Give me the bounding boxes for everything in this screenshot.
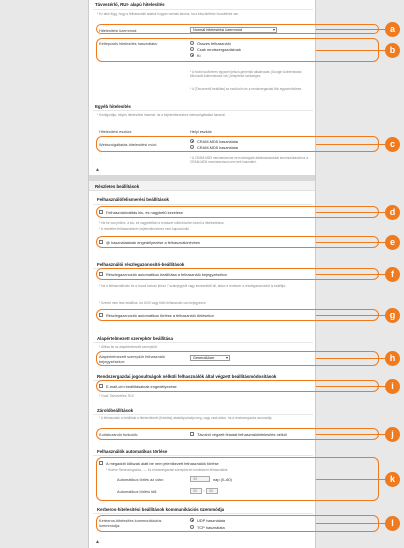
- marker-c: c: [385, 137, 400, 152]
- auth-method-label: Hitelesítési üzemmód:: [99, 28, 138, 33]
- auth-device-label: Hitelesítési eszköz:: [99, 129, 133, 134]
- ws-auth-label: Webszolgáltatás-hitelesítési mód:: [99, 142, 157, 147]
- twofactor-note2: * A [Távvezérlő beállítás] az eszközön és a rendszergazdai fiók egyszerűsítése.: [190, 87, 303, 91]
- marker-k: k: [385, 472, 400, 487]
- section-title-lock-settings: Zárolóbeállítások: [97, 408, 134, 413]
- section-title-kerberos: Kerberos-hitelesítési beállítások kommunikációs üzemmódja: [97, 507, 225, 512]
- auto-delete-days-label: Automatikus törlés az után:: [117, 477, 164, 482]
- option-off-label: Ki: [197, 53, 201, 58]
- marker-f: f: [385, 267, 400, 282]
- ws-option-1-label: CRAM-MD5 használata: [197, 139, 238, 144]
- section-title-remote-auth: Távvezérlő, RUI- alapú hitelesítés: [95, 2, 165, 7]
- section-title-other-auth: Egyéb hitelesítés: [95, 104, 131, 109]
- lock-settings-note: * A felhasználó a beállítást a hitelesítésnél (feloldás) akadályozhatja meg, vagy csak akkor, ha a rendszergazda azonosítja.: [99, 416, 273, 420]
- twofactor-label: Kétlépcsős hitelesítés használata:: [99, 41, 158, 46]
- scroll-up-arrow-icon-bottom[interactable]: ▲: [95, 539, 100, 545]
- marker-a: a: [385, 22, 400, 37]
- section-title-auto-delete: Felhasználók automatikus törlése: [97, 449, 168, 454]
- auth-device-value: Helyi eszköz: [190, 129, 212, 134]
- default-role-label: Alapértelmezett szerepkör felhasználó bejegyzésekor:: [99, 354, 165, 364]
- auto-delete-minute-input[interactable]: 00: [206, 488, 218, 494]
- scroll-up-arrow-icon[interactable]: ▲: [95, 167, 100, 173]
- option-all-label: Összes felhasználó: [197, 41, 231, 46]
- auto-delete-hour-input[interactable]: 00: [190, 488, 202, 494]
- ws-option-2-label: CRAM-MD5 használata: [197, 145, 238, 150]
- twofactor-note: * A mobil szoftveres egyszeri jelszó-generáló alkalmazás (Google Authenticator, Microsoft Authenticator stb.) telepítése szükséges.: [190, 70, 303, 78]
- kerberos-tcp-label: TCP használata: [197, 525, 225, 530]
- restricted-functions-label: Korlátozandó funkciók:: [99, 432, 139, 437]
- auto-delete-days-input[interactable]: 30: [190, 476, 210, 482]
- default-role-select[interactable]: GeneralUser ▾: [190, 355, 230, 361]
- auto-delete-users-note: * Kivéve Rendszergazda, ---- és rendszergazdai szerepkörrel rendelkező felhasználók.: [106, 468, 229, 472]
- auth-method-select[interactable]: Normál hitelesítési üzemmód ▾: [190, 27, 277, 33]
- section-title-user-recognition: Felhasználófelismerési beállítások: [97, 197, 169, 202]
- auto-delete-days-unit: nap (0–60): [213, 477, 232, 482]
- remote-job-label: Távolról végzett feladat felhasználóhitelesítés nélkül: [197, 432, 287, 437]
- option-admins-label: Csak rendszergazdáknak: [197, 47, 241, 52]
- auto-dept-id-label: Részlegazonosító automatikus beállítása a felhasználó bejegyzésekor: [106, 272, 227, 277]
- marker-i: i: [385, 379, 400, 394]
- section-title-non-admin-changes: Rendszergazdai jogosultságok nélküli felhasználók által végzett beállításmódosítások: [97, 374, 277, 379]
- section-note: * Ez attól függ, hogy a felhasználói adatok hogyan vannak tárolva, ha a készülékhez hozzáférés van: [97, 12, 239, 16]
- section-title-dept-id: Felhasználói részlegazonosító-beállítások: [97, 262, 185, 267]
- auto-dept-id-note2: * Szerint nem lesz beállítva, ha 1000 vagy több felhasználó van bejegyezve.: [99, 301, 207, 305]
- auto-delete-time-label: Automatikus törlési idő:: [117, 489, 158, 494]
- marker-j: j: [385, 427, 400, 442]
- ws-note: * A CRAM-MD5 mechanizmust nem támogató alkalmazásokkal kommunikációhoz a CRAM-MD5 mechanizmust nem kell használni.: [190, 156, 308, 164]
- auto-delete-users-label: A megadott időszak alatt be nem jelentkezett felhasználók törlése: [106, 461, 219, 466]
- allow-email-note: * Csak Távvezérlés, RUI: [99, 394, 134, 398]
- auto-delete-dept-id-label: Részlegazonosító automatikus törlése a felhasználó törlésekor: [106, 313, 214, 318]
- marker-e: e: [385, 235, 400, 250]
- settings-panel: Távvezérlő, RUI- alapú hitelesítés * Ez attól függ, hogy a felhasználói adatok hogyan vannak tárolva, ha a készülékhez hozzáférés van Hitelesítési üzemmód: Normál hitelesítési üzemmód ▾ Kétlépcsős hitelesítés használata: Összes felhasználó Csak rendszergazdáknak Ki * A mobil szoftveres egyszeri jelszó-generáló alkalmazás (Google Authenticator, Microsoft Authenticator stb.) telepítése szükséges. * A [Távvezérlő beállítás] az eszközön és a rendszergazdai fiók egyszerűsítése. Egyéb hitelesítés * Konfigurálja, milyen hitelesítést használ, ha a bejelentkezéshez webszolgáltatást használ. Hitelesítési eszköz: Helyi eszköz Webszolgáltatás-hitelesítési mód: CRAM-MD5 használata CRAM-MD5 használata * A CRAM-MD5 mechanizmust nem támogató alkalmazásokkal kommunikációhoz a CRAM-MD5 mechanizmust nem kell használni. ▲ Részletes beállítások Felhasználófelismerési beállítások Felhasználóváltás kis- és nagybetű kezelése * Ha be van jelölve, a kis- és nagybetűket a rendszer különbözően kezeli a hitelesítéskor. * A részletes felhasználónév bejelentkezéshez nem kapcsolódik. @ használatának engedélyezése a felhasználónévben Felhasználói részlegazonosító-beállítások Részlegazonosító automatikus beállítása a felhasználó bejegyzésekor * Ha a felhasználónév és a hozzá tartozó jelszó 7 számjegyből vagy kevesebből áll, akkor a rendszer a részlegazonosítót is beállítja. * Szerint nem lesz beállítva, ha 1000 vagy több felhasználó van bejegyezve. Részlegazonosító automatikus törlése a felhasználó törlésekor Alapértelmezett szerepkör beállítása * Állítsa be az alapértelmezett szerepkört. Alapértelmezett szerepkör felhasználó bejegyzésekor: GeneralUser ▾ Rendszergazdai jogosultságok nélküli felhasználók által végzett beállításmódosítások E-mail-cím beállításainak engedélyezése * Csak Távvezérlés, RUI Zárolóbeállítások * A felhasználó a beállítást a hitelesítésnél (feloldás) akadályozhatja meg, vagy csak akkor, ha a rendszergazda azonosítja. Korlátozandó funkciók: Távolról végzett feladat felhasználóhitelesítés nélkül Felhasználók automatikus törlése A megadott időszak alatt be nem jelentkezett felhasználók törlése * Kivéve Rendszergazda, ---- és rendszergazdai szerepkörrel rendelkező felhasználók. Automatikus törlés az után: 30 nap (0–60) Automatikus törlési idő: 00 : 00 Kerberos-hitelesítési beállítások kommunikációs üzemmódja Kerberos-hitelesítés kommunikációs üzemmódja: UDP használata TCP használata ▲: [88, 0, 316, 548]
- default-role-note: * Állítsa be az alapértelmezett szerepkört.: [99, 345, 158, 349]
- section-title-default-role: Alapértelmezett szerepkör beállítása: [97, 336, 173, 341]
- section-title-details: Részletes beállítások: [95, 184, 140, 189]
- marker-g: g: [385, 308, 400, 323]
- auto-dept-id-note: * Ha a felhasználónév és a hozzá tartozó jelszó 7 számjegyből vagy kevesebből áll, akkor a rendszer a részlegazonosítót is beállítja.: [99, 284, 286, 288]
- allow-at-sign-label: @ használatának engedélyezése a felhasználónévben: [106, 240, 201, 245]
- allow-email-label: E-mail-cím beállításainak engedélyezése: [106, 384, 177, 389]
- marker-d: d: [385, 205, 400, 220]
- kerberos-udp-label: UDP használata: [197, 518, 226, 523]
- case-sensitive-label: Felhasználóváltás kis- és nagybetű kezelése: [106, 210, 183, 215]
- case-sensitive-note2: * A részletes felhasználónév bejelentkezéshez nem kapcsolódik.: [99, 227, 190, 231]
- case-sensitive-note: * Ha be van jelölve, a kis- és nagybetűket a rendszer különbözően kezeli a hitelesítéskor.: [99, 221, 225, 225]
- marker-l: l: [385, 516, 400, 531]
- kerberos-label: Kerberos-hitelesítés kommunikációs üzemmódja:: [99, 518, 162, 528]
- other-note: * Konfigurálja, milyen hitelesítést használ, ha a bejelentkezéshez webszolgáltatást használ.: [97, 113, 226, 117]
- marker-h: h: [385, 351, 400, 366]
- marker-b: b: [385, 43, 400, 58]
